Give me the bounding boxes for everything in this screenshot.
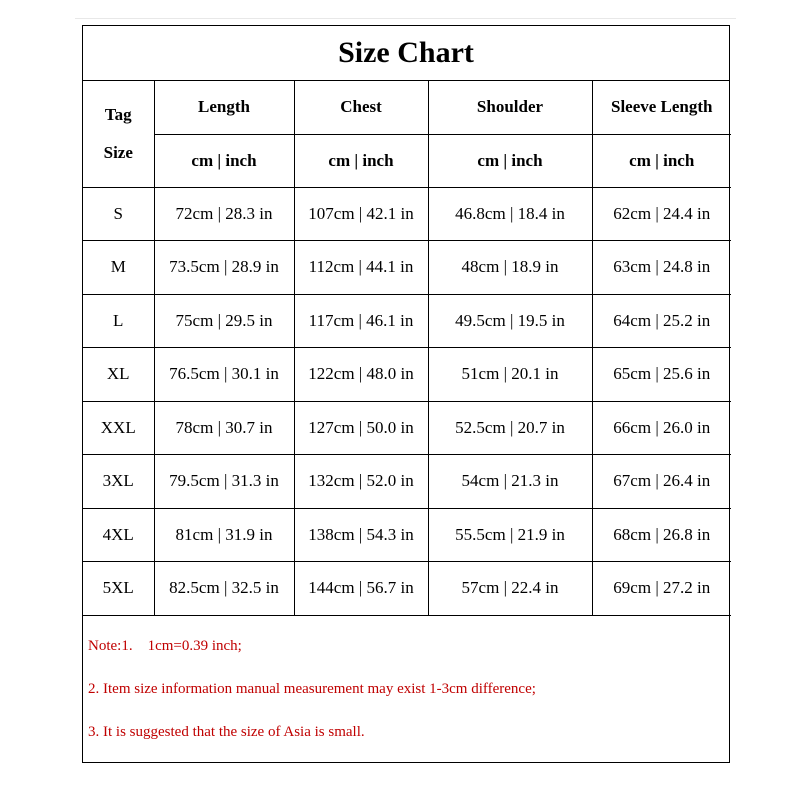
sleeve-cell: 64cm | 25.2 in (592, 294, 731, 347)
note-2: 2. Item size information manual measurement may exist 1-3cm difference; (88, 680, 536, 697)
chest-header: Chest (294, 81, 428, 134)
sleeve-cell: 66cm | 26.0 in (592, 401, 731, 454)
table-row (83, 187, 731, 240)
sleeve-length-header: Sleeve Length (592, 81, 731, 134)
length-cell: 72cm | 28.3 in (154, 187, 294, 240)
length-cell: 81cm | 31.9 in (154, 508, 294, 561)
table-row (83, 561, 731, 615)
size-chart (82, 25, 730, 763)
notes-section (83, 625, 729, 754)
chest-cell: 107cm | 42.1 in (294, 187, 428, 240)
shoulder-cell: 46.8cm | 18.4 in (428, 187, 592, 240)
chart-title: Size Chart (83, 26, 729, 81)
shoulder-cell: 55.5cm | 21.9 in (428, 508, 592, 561)
chest-cell: 112cm | 44.1 in (294, 240, 428, 294)
length-cell: 76.5cm | 30.1 in (154, 347, 294, 401)
table-row (83, 347, 731, 401)
unit-row (83, 134, 731, 187)
chest-cell: 132cm | 52.0 in (294, 454, 428, 508)
chest-cell: 122cm | 48.0 in (294, 347, 428, 401)
table-row (83, 294, 731, 347)
tag-label: Tag (104, 104, 132, 124)
size-label: Size (103, 142, 133, 162)
sleeve-cell: 63cm | 24.8 in (592, 240, 731, 294)
shoulder-cell: 54cm | 21.3 in (428, 454, 592, 508)
length-cell: 75cm | 29.5 in (154, 294, 294, 347)
table-row (83, 240, 731, 294)
size-cell: 3XL (83, 454, 154, 508)
chest-cell: 127cm | 50.0 in (294, 401, 428, 454)
length-cell: 78cm | 30.7 in (154, 401, 294, 454)
length-header: Length (154, 81, 294, 134)
sleeve-cell: 69cm | 27.2 in (592, 561, 731, 615)
length-unit: cm | inch (154, 134, 294, 187)
chest-cell: 117cm | 46.1 in (294, 294, 428, 347)
shoulder-cell: 48cm | 18.9 in (428, 240, 592, 294)
shoulder-cell: 51cm | 20.1 in (428, 347, 592, 401)
size-cell: S (83, 187, 154, 240)
sleeve-cell: 67cm | 26.4 in (592, 454, 731, 508)
size-cell: L (83, 294, 154, 347)
top-rule (75, 18, 736, 19)
table-row (83, 401, 731, 454)
sleeve-cell: 68cm | 26.8 in (592, 508, 731, 561)
chest-cell: 144cm | 56.7 in (294, 561, 428, 615)
shoulder-header: Shoulder (428, 81, 592, 134)
note-1: Note:1. 1cm=0.39 inch; (88, 637, 242, 654)
length-cell: 73.5cm | 28.9 in (154, 240, 294, 294)
table-row (83, 454, 731, 508)
note-3: 3. It is suggested that the size of Asia is small. (88, 723, 365, 740)
header-row (83, 81, 731, 134)
table-row (83, 508, 731, 561)
length-cell: 82.5cm | 32.5 in (154, 561, 294, 615)
shoulder-cell: 57cm | 22.4 in (428, 561, 592, 615)
sleeve-cell: 62cm | 24.4 in (592, 187, 731, 240)
size-cell: XL (83, 347, 154, 401)
shoulder-unit: cm | inch (428, 134, 592, 187)
size-cell: 4XL (83, 508, 154, 561)
sleeve-length-unit: cm | inch (592, 134, 731, 187)
shoulder-cell: 52.5cm | 20.7 in (428, 401, 592, 454)
shoulder-cell: 49.5cm | 19.5 in (428, 294, 592, 347)
sleeve-cell: 65cm | 25.6 in (592, 347, 731, 401)
tag-size-header (83, 81, 154, 187)
size-cell: M (83, 240, 154, 294)
chest-unit: cm | inch (294, 134, 428, 187)
chest-cell: 138cm | 54.3 in (294, 508, 428, 561)
length-cell: 79.5cm | 31.3 in (154, 454, 294, 508)
size-cell: 5XL (83, 561, 154, 615)
size-table (83, 81, 731, 616)
size-cell: XXL (83, 401, 154, 454)
